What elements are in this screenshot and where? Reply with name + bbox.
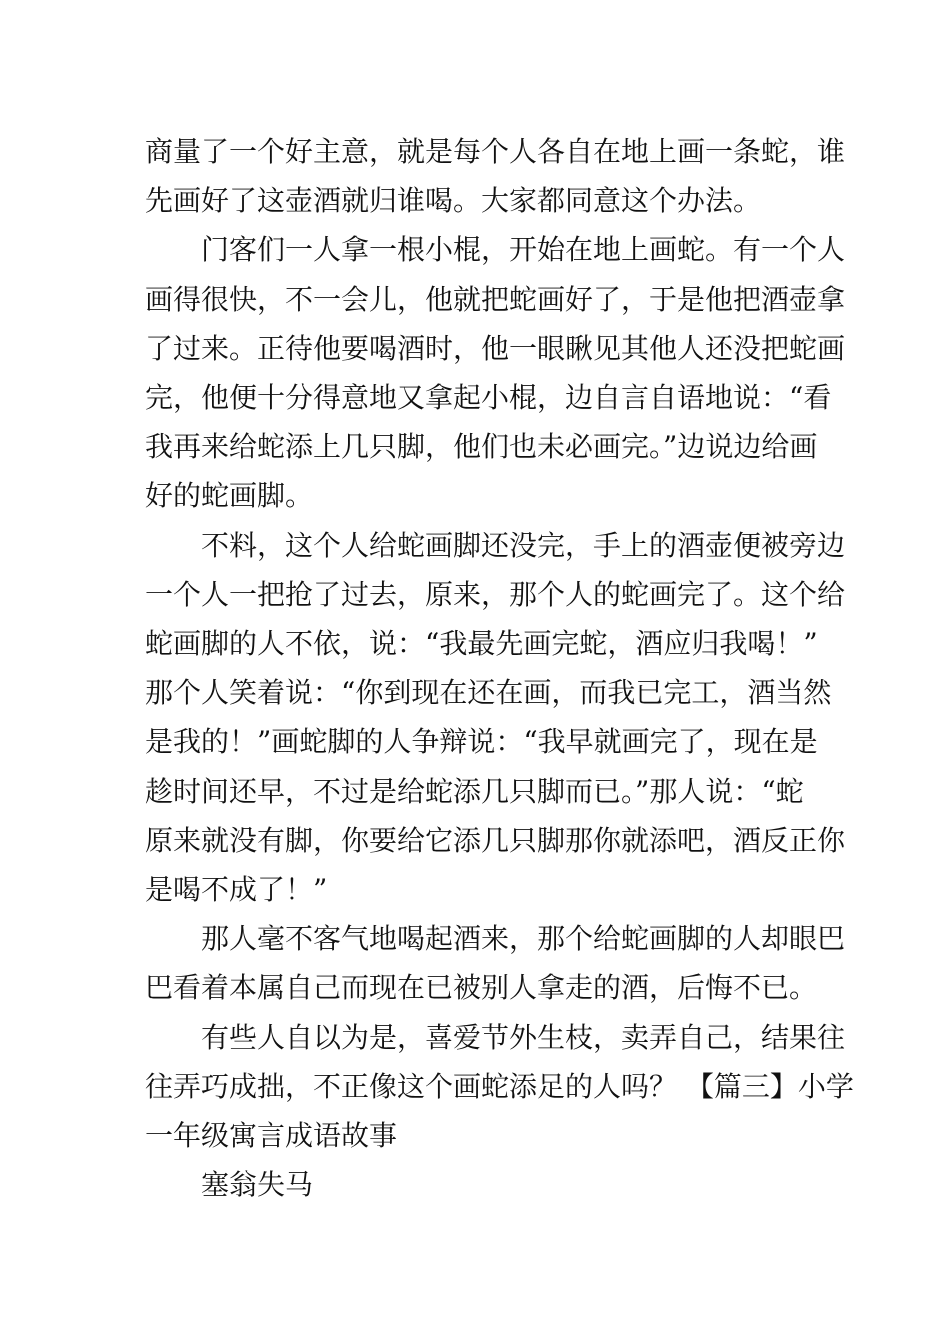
text-line: 塞翁失马 xyxy=(201,1168,314,1202)
text-line: 是我的！”画蛇脚的人争辩说：“我早就画完了，现在是 xyxy=(145,725,818,759)
paragraph-2 xyxy=(145,225,846,520)
text-line: 往弄巧成拙，不正像这个画蛇添足的人吗？ 【篇三】小学 xyxy=(145,1069,854,1103)
text-line: 蛇画脚的人不依，说：“我最先画完蛇，酒应归我喝！” xyxy=(145,627,818,661)
text-line: 趁时间还早，不过是给蛇添几只脚而已。”那人说：“蛇 xyxy=(145,774,804,808)
text-line: 好的蛇画脚。 xyxy=(145,479,314,513)
text-line: 那个人笑着说：“你到现在还在画，而我已完工，酒当然 xyxy=(145,676,832,710)
text-line: 完，他便十分得意地又拿起小棍，边自言自语地说：“看 xyxy=(145,381,832,415)
text-line: 商量了一个好主意，就是每个人各自在地上画一条蛇，谁 xyxy=(145,135,846,168)
text-line: 不料，这个人给蛇画脚还没完，手上的酒壶便被旁边 xyxy=(201,528,846,562)
text-line: 了过来。正待他要喝酒时，他一眼瞅见其他人还没把蛇画 xyxy=(145,331,846,365)
text-line: 门客们一人拿一根小棍，开始在地上画蛇。有一个人 xyxy=(201,233,846,267)
document-body xyxy=(145,127,854,1209)
section-heading xyxy=(145,1160,810,1209)
text-line: 是喝不成了！” xyxy=(145,873,328,907)
text-line: 先画好了这壶酒就归谁喝。大家都同意这个办法。 xyxy=(145,184,762,218)
text-line: 一个人一把抢了过去，原来，那个人的蛇画完了。这个给 xyxy=(145,577,846,611)
paragraph-4 xyxy=(145,914,846,1012)
text-line: 我再来给蛇添上几只脚，他们也未必画完。”边说边给画 xyxy=(145,430,818,464)
text-line: 画得很快，不一会儿，他就把蛇画好了，于是他把酒壶拿 xyxy=(145,282,846,316)
paragraph-5 xyxy=(145,1013,854,1161)
paragraph-3 xyxy=(145,521,846,915)
text-line: 巴看着本属自己而现在已被别人拿走的酒，后悔不已。 xyxy=(145,971,818,1005)
text-line: 那人毫不客气地喝起酒来，那个给蛇画脚的人却眼巴 xyxy=(201,922,846,956)
text-line: 有些人自以为是，喜爱节外生枝，卖弄自己，结果往 xyxy=(201,1020,846,1054)
text-line: 原来就没有脚，你要给它添几只脚那你就添吧，酒反正你 xyxy=(145,823,846,857)
text-line: 一年级寓言成语故事 xyxy=(145,1119,398,1153)
paragraph-1 xyxy=(145,127,846,225)
